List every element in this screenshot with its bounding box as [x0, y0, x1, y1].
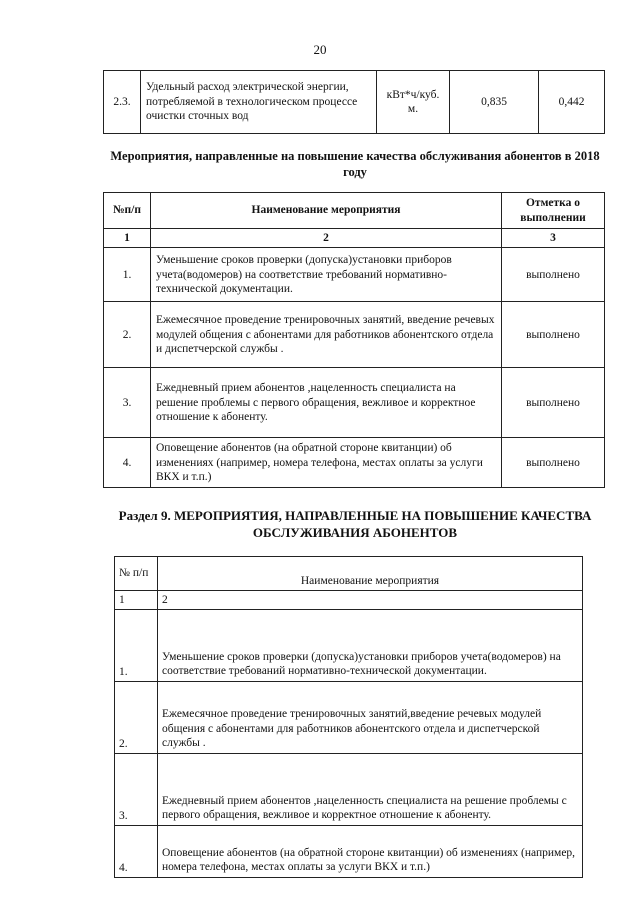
- col-number-2: 2: [158, 591, 583, 610]
- measure-text: Ежемесячное проведение тренировочных занятий, введение речевых модулей общения с абонентами для работников абонентского отдела и диспетчерской службы .: [151, 302, 502, 368]
- row-number: 3.: [115, 754, 158, 826]
- status-text: выполнено: [502, 248, 605, 302]
- table-row: [115, 682, 583, 754]
- table-row: [104, 302, 605, 368]
- table-row: [115, 826, 583, 878]
- indicator-table: [103, 70, 605, 134]
- row-number: 1.: [104, 248, 151, 302]
- measures-2018-table: [103, 192, 605, 488]
- header-mark: Отметка о выполнении: [502, 193, 605, 229]
- column-number-row: [104, 229, 605, 248]
- table-row: [104, 368, 605, 438]
- table-row: [115, 610, 583, 682]
- table-row: [104, 71, 605, 134]
- status-text: выполнено: [502, 438, 605, 488]
- column-number-row: [115, 591, 583, 610]
- measure-text: Уменьшение сроков проверки (допуска)установки приборов учета(водомеров) на соответствие требований нормативно-технической документации.: [151, 248, 502, 302]
- col-number-1: 1: [115, 591, 158, 610]
- row-number: 4.: [104, 438, 151, 488]
- section-9-heading: Раздел 9. МЕРОПРИЯТИЯ, НАПРАВЛЕННЫЕ НА ПОВЫШЕНИЕ КАЧЕСТВА ОБСЛУЖИВАНИЯ АБОНЕНТОВ: [118, 508, 592, 540]
- status-text: выполнено: [502, 368, 605, 438]
- table-row: [104, 438, 605, 488]
- row-number: 2.: [115, 682, 158, 754]
- row-number: 4.: [115, 826, 158, 878]
- row-number: 1.: [115, 610, 158, 682]
- status-text: выполнено: [502, 302, 605, 368]
- indicator-name: Удельный расход электрической энергии, потребляемой в технологическом процессе очистки сточных вод: [141, 71, 377, 134]
- section-heading-2018: Мероприятия, направленные на повышение качества обслуживания абонентов в 2018 году: [110, 149, 600, 180]
- measure-text: Оповещение абонентов (на обратной стороне квитанции) об изменениях (например, номера телефона, местах оплаты за услуги ВКХ и т.п.): [158, 826, 583, 878]
- col-number-1: 1: [104, 229, 151, 248]
- header-num: № п/п: [115, 557, 158, 591]
- table-row: [115, 754, 583, 826]
- col-number-3: 3: [502, 229, 605, 248]
- row-number: 2.3.: [104, 71, 141, 134]
- indicator-unit: кВт*ч/куб. м.: [377, 71, 450, 134]
- header-name: Наименование мероприятия: [158, 557, 583, 591]
- row-number: 2.: [104, 302, 151, 368]
- measure-text: Ежедневный прием абонентов ,нацеленность специалиста на решение проблемы с первого обращения, вежливое и корректное отношение к абоненту.: [158, 754, 583, 826]
- measure-text: Уменьшение сроков проверки (допуска)установки приборов учета(водомеров) на соответствие требований нормативно-технической документации.: [158, 610, 583, 682]
- measure-text: Ежедневный прием абонентов ,нацеленность специалиста на решение проблемы с первого обращения, вежливое и корректное отношение к абоненту.: [151, 368, 502, 438]
- col-number-2: 2: [151, 229, 502, 248]
- table-header-row: [115, 557, 583, 591]
- header-num: №п/п: [104, 193, 151, 229]
- measure-text: Ежемесячное проведение тренировочных занятий,введение речевых модулей общения с абонентами для работников абонентского отдела и диспетчерской службы .: [158, 682, 583, 754]
- measures-section-9-table: [114, 556, 583, 878]
- indicator-value-2: 0,442: [539, 71, 605, 134]
- table-row: [104, 248, 605, 302]
- page-number: 20: [313, 42, 327, 57]
- indicator-value-1: 0,835: [450, 71, 539, 134]
- row-number: 3.: [104, 368, 151, 438]
- measure-text: Оповещение абонентов (на обратной стороне квитанции) об изменениях (например, номера телефона, местах оплаты за услуги ВКХ и т.п.): [151, 438, 502, 488]
- table-header-row: [104, 193, 605, 229]
- header-name: Наименование мероприятия: [151, 193, 502, 229]
